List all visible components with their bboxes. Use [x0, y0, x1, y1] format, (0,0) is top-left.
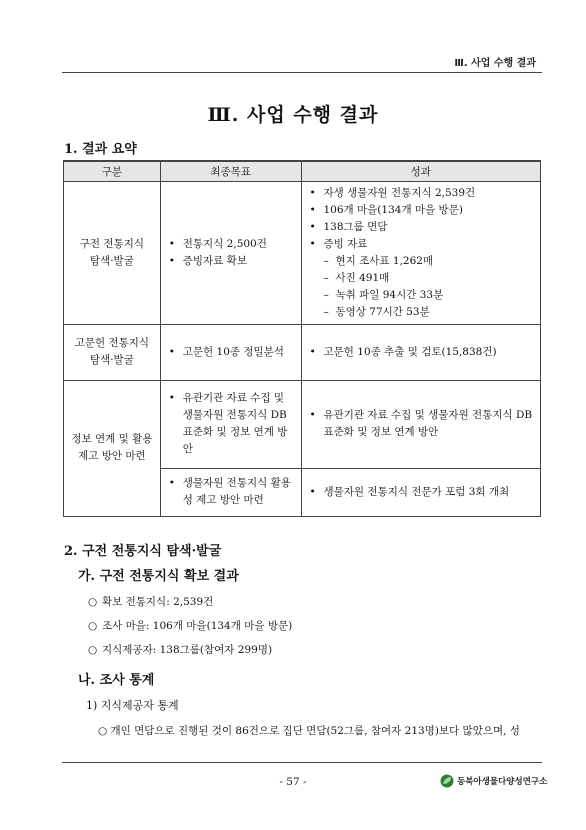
goal-item: • 고문헌 10종 정밀분석: [167, 344, 295, 361]
category-line: 탐색·발굴: [89, 254, 134, 267]
header-rule: [62, 72, 542, 73]
result-summary-item: [88, 594, 213, 609]
category-cell: [64, 181, 161, 324]
category-line: 탐색·발굴: [89, 354, 134, 366]
goal-cell: [160, 324, 301, 380]
table-row: [64, 380, 541, 468]
circle-bullet-icon: ○: [88, 596, 98, 608]
result-subitem: – 사진 491매: [324, 270, 535, 287]
result-subitem: – 현지 조사표 1,262매: [324, 253, 535, 270]
result-summary-text: 확보 전통지식: 2,539건: [102, 596, 214, 608]
category-line: 고문헌 전통지식: [74, 337, 150, 349]
section-1-title: 1. 결과 요약: [64, 142, 137, 157]
numbered-item: 1) 지식제공자 통계: [86, 699, 179, 712]
category-cell: [64, 380, 161, 516]
result-summary-text: 지식제공자: 138그룹(참여자 299명): [102, 644, 273, 656]
goal-item: • 전통지식 2,500건: [167, 236, 295, 253]
goal-item: • 생물자원 전통지식 활용성 제고 방안 마련: [167, 475, 295, 509]
subsection-b-title: 나. 조사 통계: [78, 673, 155, 688]
logo-text: 동북아생물다양성연구소: [457, 777, 548, 787]
chapter-title: Ⅲ. 사업 수행 결과: [207, 104, 379, 126]
circle-bullet-icon: ○: [88, 620, 98, 632]
goal-item: • 유관기관 자료 수집 및 생물자원 전통지식 DB 표준화 및 정보 연계 방안: [167, 390, 295, 458]
result-subitem: – 동영상 77시간 53분: [324, 304, 535, 321]
category-cell: [64, 324, 161, 380]
result-cell: [301, 468, 541, 516]
goal-cell: [160, 380, 301, 468]
footer-rule: [62, 762, 542, 763]
leaf-logo-icon: [440, 774, 454, 788]
col-header-result: 성과: [301, 161, 541, 181]
result-item: • 138그룹 면담: [308, 219, 535, 236]
body-paragraph: ○ 개인 면담으로 진행된 것이 86건으로 집단 면담(52그룹, 참여자 213명)보다 많았으며, 성: [98, 725, 520, 737]
result-item: • 유관기관 자료 수집 및 생물자원 전통지식 DB 표준화 및 정보 연계 방안: [308, 407, 535, 441]
section-2-title: 2. 구전 전통지식 탐색·발굴: [64, 544, 222, 559]
page-number: - 57 -: [279, 776, 307, 788]
result-cell: [301, 324, 541, 380]
subsection-a-title: 가. 구전 전통지식 확보 결과: [78, 569, 239, 584]
category-line: 구전 전통지식: [79, 237, 144, 250]
result-summary-text: 조사 마을: 106개 마을(134개 마을 방문): [102, 620, 293, 632]
result-summary-item: [88, 618, 292, 633]
result-item: • 자생 생물자원 전통지식 2,539건: [308, 185, 535, 202]
result-item: • 106개 마을(134개 마을 방문): [308, 202, 535, 219]
result-cell: [301, 380, 541, 468]
circle-bullet-icon: ○: [88, 644, 98, 656]
result-summary-item: [88, 642, 272, 657]
goal-cell: [160, 468, 301, 516]
goal-cell: [160, 181, 301, 324]
table-header-row: [64, 161, 541, 181]
institute-logo: [440, 774, 547, 788]
running-header: Ⅲ. 사업 수행 결과: [454, 58, 536, 69]
category-line: 제고 방안 마련: [78, 450, 146, 462]
result-item: • 생물자원 전통지식 전문가 포럼 3회 개최: [308, 484, 535, 501]
goal-item: • 증빙자료 확보: [167, 253, 295, 270]
category-line: 정보 연계 및 활용: [71, 433, 153, 445]
table-row: [64, 324, 541, 380]
col-header-goal: 최종목표: [160, 161, 301, 181]
result-cell: [301, 181, 541, 324]
result-item: • 증빙 자료: [308, 236, 535, 253]
result-item: • 고문헌 10종 추출 및 검토(15,838건): [308, 344, 535, 361]
summary-table: [63, 160, 541, 517]
table-row: [64, 181, 541, 324]
result-subitem: – 녹취 파일 94시간 33분: [324, 287, 535, 304]
col-header-category: 구분: [64, 161, 161, 181]
